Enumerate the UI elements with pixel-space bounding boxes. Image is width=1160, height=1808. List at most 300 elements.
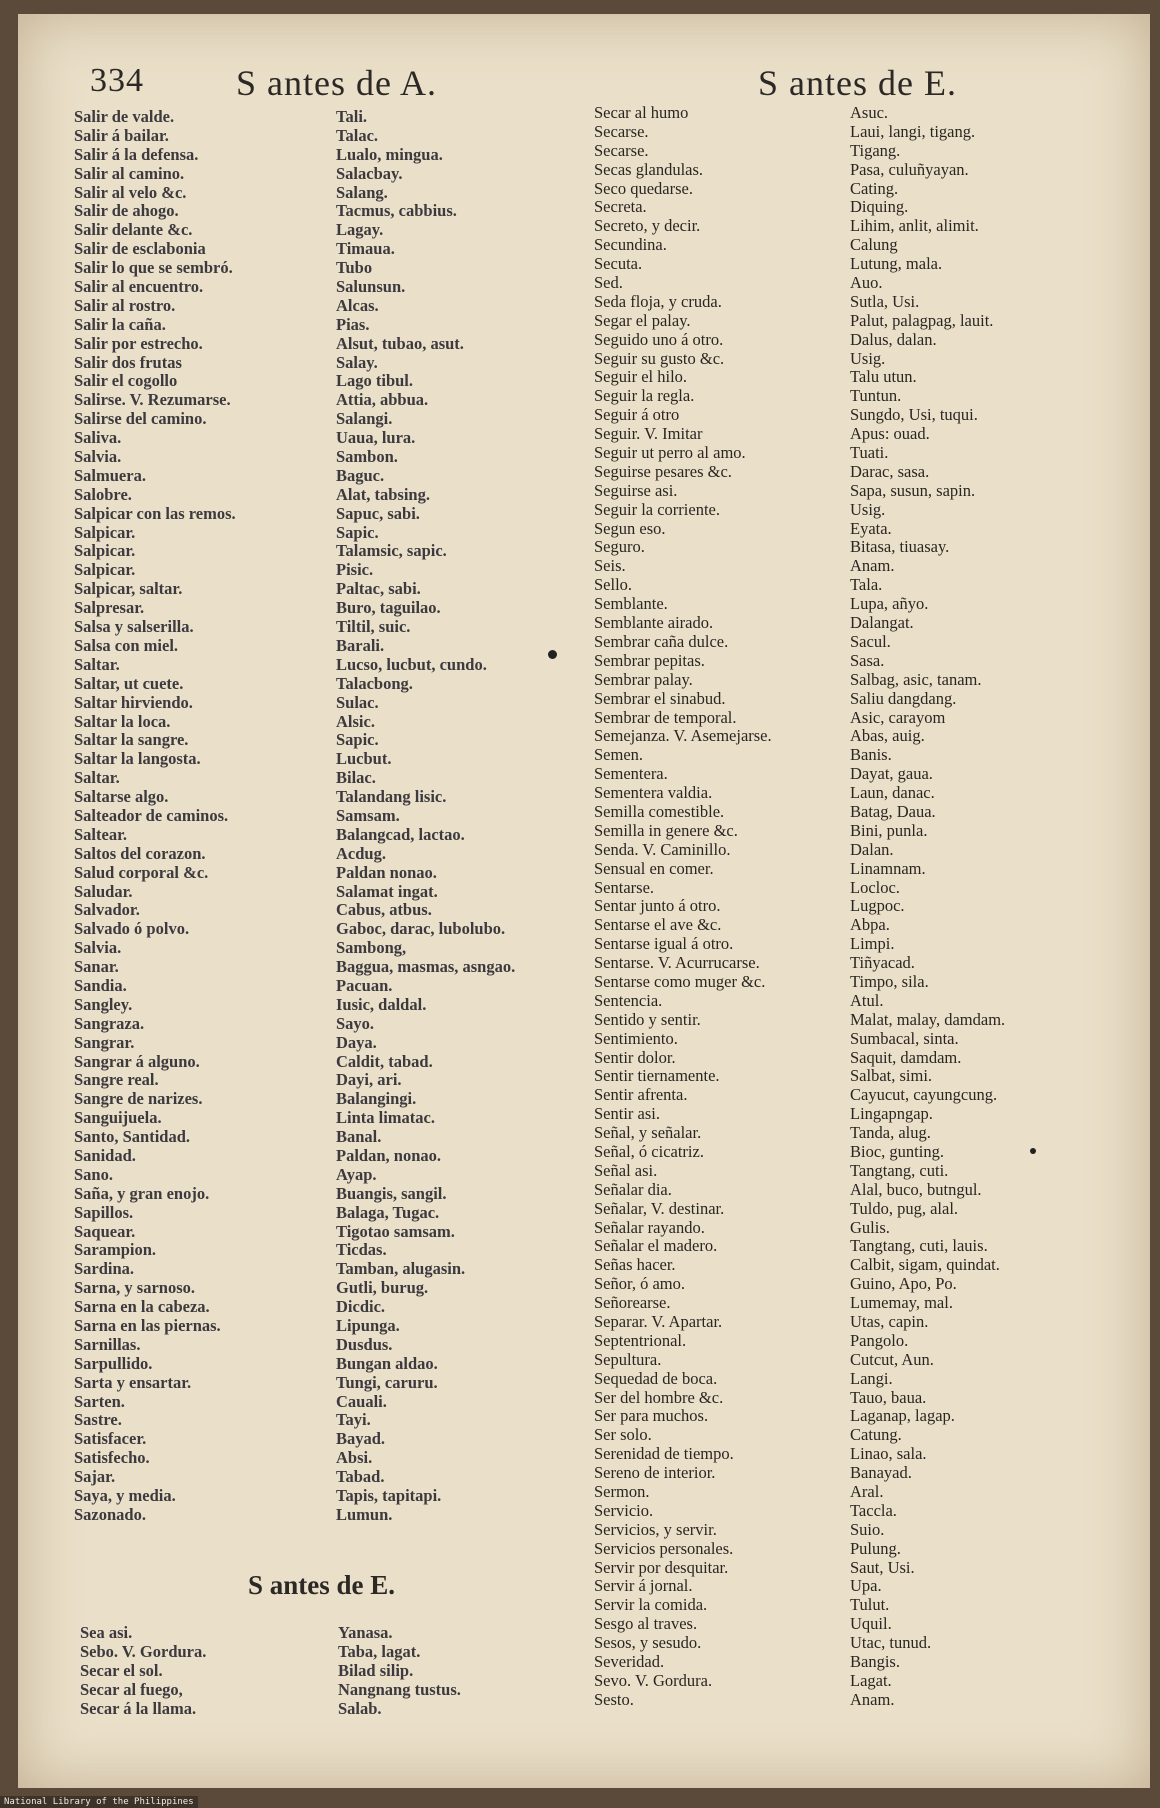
dictionary-entry: Abas, auig.: [850, 727, 925, 746]
right-running-title: S antes de E.: [758, 63, 957, 103]
dictionary-entry: Sapa, susun, sapin.: [850, 481, 976, 500]
dictionary-entry: Asuc.: [850, 104, 889, 122]
dictionary-entry: Tapis, tapitapi.: [336, 1487, 442, 1506]
dictionary-entry: Atul.: [850, 991, 884, 1010]
dictionary-entry: Sangrar.: [74, 1033, 135, 1052]
dictionary-entry: Tamban, alugasin.: [336, 1260, 466, 1279]
dictionary-entry: Lutung, mala.: [850, 255, 943, 274]
dictionary-entry: Bini, punla.: [850, 821, 928, 840]
dictionary-entry: Salvado ó polvo.: [74, 920, 190, 939]
dictionary-entry: Sequedad de boca.: [594, 1369, 718, 1388]
dictionary-entry: Limpi.: [850, 935, 895, 954]
dictionary-entry: Secarse.: [594, 141, 649, 160]
dictionary-entry: Semblante.: [594, 595, 668, 614]
dictionary-entry: Saltar.: [74, 655, 120, 674]
dictionary-entry: Sensual en comer.: [594, 859, 714, 878]
dictionary-entry: Anam.: [850, 1690, 895, 1709]
dictionary-entry: Sarta y ensartar.: [74, 1373, 192, 1392]
dictionary-entry: Aral.: [850, 1483, 884, 1502]
dictionary-entry: Sentir tiernamente.: [594, 1067, 720, 1086]
dictionary-entry: Salbat, simi.: [850, 1067, 933, 1086]
dictionary-entry: Laui, langi, tigang.: [850, 122, 976, 141]
dictionary-entry: Uquil.: [850, 1615, 892, 1634]
dictionary-entry: Upa.: [850, 1577, 882, 1596]
dictionary-entry: Bioc, gunting.: [850, 1142, 944, 1161]
dictionary-entry: Langi.: [850, 1369, 893, 1388]
spanish-column-3: [80, 1624, 310, 1718]
dictionary-entry: Ayap.: [336, 1165, 377, 1184]
dictionary-entry: Saltar la loca.: [74, 712, 171, 731]
dictionary-entry: Catung.: [850, 1426, 902, 1445]
dictionary-entry: Tuldo, pug, alal.: [850, 1199, 959, 1218]
dictionary-entry: Cutcut, Aun.: [850, 1350, 934, 1369]
dictionary-entry: Sentimiento.: [594, 1029, 678, 1048]
dictionary-entry: Pulung.: [850, 1539, 901, 1558]
dictionary-entry: Secar al fuego,: [80, 1680, 183, 1699]
dictionary-entry: Tigang.: [850, 141, 901, 160]
dictionary-entry: Suio.: [850, 1520, 885, 1539]
dictionary-entry: Ser del hombre &c.: [594, 1388, 724, 1407]
dictionary-entry: Sembrar pepitas.: [594, 651, 705, 670]
dictionary-entry: Sacul.: [850, 632, 891, 651]
dictionary-entry: Salir delante &c.: [74, 221, 193, 240]
dictionary-entry: Bitasa, tiuasay.: [850, 538, 950, 557]
dictionary-entry: Señor, ó amo.: [594, 1275, 685, 1294]
dictionary-entry: Semilla comestible.: [594, 802, 725, 821]
dictionary-entry: Sastre.: [74, 1411, 122, 1430]
dictionary-entry: Lingapngap.: [850, 1105, 933, 1124]
dictionary-entry: Sano.: [74, 1165, 113, 1184]
library-footer: National Library of the Philippines: [0, 1796, 198, 1808]
dictionary-entry: Balangingi.: [336, 1090, 417, 1109]
dictionary-entry: Tangtang, cuti, lauis.: [850, 1237, 988, 1256]
dictionary-entry: Salvador.: [74, 901, 140, 920]
dictionary-entry: Saltear.: [74, 825, 128, 844]
dictionary-entry: Seguir el hilo.: [594, 368, 688, 387]
dictionary-entry: Sarna en la cabeza.: [74, 1298, 210, 1317]
dictionary-entry: Ticdas.: [336, 1241, 387, 1260]
dictionary-entry: Sayo.: [336, 1014, 375, 1033]
dictionary-entry: Secundina.: [594, 236, 667, 255]
dictionary-entry: Sentido y sentir.: [594, 1010, 701, 1029]
dictionary-entry: Seis.: [594, 557, 626, 576]
ilocano-column-1: [336, 108, 598, 1525]
dictionary-entry: Seda floja, y cruda.: [594, 292, 722, 311]
dictionary-entry: Salpicar con las remos.: [74, 504, 236, 523]
dictionary-entry: Sentarse el ave &c.: [594, 916, 722, 935]
dictionary-entry: Saltar la sangre.: [74, 731, 189, 750]
dictionary-entry: Secuta.: [594, 255, 643, 274]
dictionary-entry: Lumun.: [336, 1505, 393, 1524]
dictionary-entry: Sajar.: [74, 1468, 116, 1487]
dictionary-entry: Banal.: [336, 1128, 382, 1147]
dictionary-entry: Tiltil, suic.: [336, 618, 411, 637]
dictionary-entry: Lipunga.: [336, 1317, 400, 1335]
dictionary-entry: Salsa y salserilla.: [74, 618, 194, 637]
dictionary-entry: Sesgo al traves.: [594, 1615, 698, 1634]
dictionary-entry: Salamat ingat.: [336, 882, 438, 901]
dictionary-entry: Alal, buco, butngul.: [850, 1180, 982, 1199]
dictionary-entry: Locloc.: [850, 878, 900, 897]
dictionary-entry: Tulut.: [850, 1596, 890, 1615]
dictionary-entry: Sapillos.: [74, 1203, 134, 1222]
dictionary-entry: Sangraza.: [74, 1014, 145, 1033]
dictionary-entry: Secarse.: [594, 122, 649, 141]
dictionary-entry: Sentarse. V. Acurrucarse.: [594, 954, 760, 973]
dictionary-entry: Señalar dia.: [594, 1180, 672, 1199]
dictionary-entry: Pasa, culuñyayan.: [850, 160, 969, 179]
dictionary-entry: Iusic, daldal.: [336, 995, 427, 1014]
dictionary-entry: Seguido uno á otro.: [594, 330, 724, 349]
dictionary-entry: Salvia.: [74, 448, 122, 467]
dictionary-entry: Salmuera.: [74, 466, 146, 485]
dictionary-entry: Absi.: [336, 1449, 373, 1468]
dictionary-entry: Sanar.: [74, 958, 119, 977]
dictionary-entry: Pangolo.: [850, 1331, 909, 1350]
dictionary-entry: Bangis.: [850, 1653, 900, 1672]
dictionary-entry: Salud corporal &c.: [74, 863, 209, 882]
dictionary-entry: Satisfecho.: [74, 1449, 150, 1468]
dictionary-entry: Batag, Daua.: [850, 802, 936, 821]
dictionary-entry: Linta limatac.: [336, 1109, 435, 1128]
dictionary-entry: Yanasa.: [338, 1624, 393, 1642]
dictionary-entry: Salpicar.: [74, 523, 136, 542]
dictionary-entry: Sarten.: [74, 1392, 125, 1411]
dictionary-entry: Sebo. V. Gordura.: [80, 1642, 207, 1661]
dictionary-entry: Buro, taguilao.: [336, 599, 441, 618]
dictionary-entry: Nangnang tustus.: [338, 1680, 461, 1699]
dictionary-entry: Balaga, Tugac.: [336, 1203, 440, 1222]
dictionary-entry: Paltac, sabi.: [336, 580, 421, 599]
dictionary-entry: Salir al velo &c.: [74, 183, 187, 202]
dictionary-entry: Salang.: [336, 183, 388, 202]
dictionary-entry: Tangtang, cuti.: [850, 1161, 949, 1180]
dictionary-entry: Taccla.: [850, 1501, 897, 1520]
dictionary-entry: Salir al encuentro.: [74, 278, 204, 297]
dictionary-entry: Salir el cogollo: [74, 372, 178, 391]
dictionary-entry: Samsam.: [336, 806, 400, 825]
dictionary-entry: Auo.: [850, 274, 883, 293]
dictionary-entry: Sasa.: [850, 651, 885, 670]
dictionary-entry: Sangre de narizes.: [74, 1090, 203, 1109]
dictionary-entry: Bayad.: [336, 1430, 386, 1449]
dictionary-entry: Septentrional.: [594, 1331, 687, 1350]
spanish-column-2: [594, 104, 854, 1710]
dictionary-entry: Tiñyacad.: [850, 954, 915, 973]
dictionary-entry: Sungdo, Usi, tuqui.: [850, 406, 978, 425]
dictionary-entry: Saut, Usi.: [850, 1558, 915, 1577]
dictionary-entry: Daya.: [336, 1033, 377, 1052]
dictionary-entry: Señorearse.: [594, 1294, 671, 1313]
dictionary-entry: Satisfacer.: [74, 1430, 147, 1449]
dictionary-entry: Saña, y gran enojo.: [74, 1184, 210, 1203]
dictionary-entry: Dalangat.: [850, 614, 914, 633]
dictionary-entry: Talacbong.: [336, 674, 413, 693]
dictionary-entry: Abpa.: [850, 916, 890, 935]
dictionary-entry: Pias.: [336, 315, 370, 334]
dictionary-entry: Salsa con miel.: [74, 636, 179, 655]
dictionary-entry: Salpicar.: [74, 542, 136, 561]
dictionary-entry: Sarpullido.: [74, 1354, 153, 1373]
dictionary-entry: Saliu dangdang.: [850, 689, 957, 708]
dictionary-entry: Seguirse asi.: [594, 481, 678, 500]
dictionary-entry: Eyata.: [850, 519, 892, 538]
dictionary-entry: Sello.: [594, 576, 633, 595]
dictionary-entry: Sambon.: [336, 448, 398, 467]
dictionary-entry: Bilad silip.: [338, 1661, 414, 1680]
dictionary-entry: Baggua, masmas, asngao.: [336, 958, 516, 977]
dictionary-entry: Paldan nonao.: [336, 863, 437, 882]
dictionary-entry: Severidad.: [594, 1653, 665, 1672]
dictionary-entry: Salir de valde.: [74, 108, 175, 126]
dictionary-entry: Salir de esclabonia: [74, 240, 206, 259]
dictionary-entry: Señalar el madero.: [594, 1237, 718, 1256]
dictionary-entry: Saquear.: [74, 1222, 136, 1241]
dictionary-entry: Seguirse pesares &c.: [594, 462, 732, 481]
dictionary-entry: Salvia.: [74, 939, 122, 958]
dictionary-entry: Tigotao samsam.: [336, 1222, 455, 1241]
dictionary-entry: Talac.: [336, 126, 379, 145]
dictionary-entry: Salir de ahogo.: [74, 202, 179, 221]
dictionary-entry: Servir la comida.: [594, 1596, 708, 1615]
dictionary-entry: Sembrar palay.: [594, 670, 693, 689]
dictionary-entry: Banis.: [850, 746, 892, 765]
dictionary-entry: Gutli, burug.: [336, 1279, 429, 1298]
dictionary-entry: Cabus, atbus.: [336, 901, 432, 920]
dictionary-entry: Lago tibul.: [336, 372, 414, 391]
dictionary-entry: Salbag, asic, tanam.: [850, 670, 982, 689]
dictionary-entry: Sarna en las piernas.: [74, 1317, 221, 1335]
dictionary-entry: Sentir afrenta.: [594, 1086, 688, 1105]
dictionary-entry: Sardina.: [74, 1260, 135, 1279]
dictionary-entry: Pacuan.: [336, 976, 393, 995]
dictionary-entry: Servicios personales.: [594, 1539, 734, 1558]
dictionary-entry: Sentarse igual á otro.: [594, 935, 734, 954]
dictionary-entry: Alsut, tubao, asut.: [336, 334, 464, 353]
dictionary-entry: Alat, tabsing.: [336, 485, 430, 504]
dictionary-entry: Sentarse como muger &c.: [594, 972, 766, 991]
dictionary-entry: Salteador de caminos.: [74, 806, 229, 825]
dictionary-entry: Saltos del corazon.: [74, 844, 206, 863]
dictionary-entry: Secar á la llama.: [80, 1699, 197, 1718]
dictionary-entry: Salay.: [336, 353, 378, 372]
dictionary-entry: Segun eso.: [594, 519, 666, 538]
dictionary-entry: Tubo: [336, 259, 373, 278]
dictionary-page: [18, 14, 1150, 1788]
dictionary-entry: Sazonado.: [74, 1505, 146, 1524]
dictionary-entry: Sanidad.: [74, 1146, 136, 1165]
dictionary-entry: Sembrar el sinabud.: [594, 689, 726, 708]
dictionary-entry: Tali.: [336, 108, 368, 126]
dictionary-entry: Semilla in genere &c.: [594, 821, 738, 840]
dictionary-entry: Usig.: [850, 500, 886, 519]
dictionary-entry: Talamsic, sapic.: [336, 542, 447, 561]
dictionary-entry: Seguir la regla.: [594, 387, 695, 406]
dictionary-entry: Secreto, y decir.: [594, 217, 701, 236]
dictionary-entry: Seguir á otro: [594, 406, 680, 425]
dictionary-entry: Salab.: [338, 1699, 382, 1718]
dictionary-entry: Sentarse.: [594, 878, 655, 897]
dictionary-entry: Barali.: [336, 636, 385, 655]
dictionary-entry: Paldan, nonao.: [336, 1146, 441, 1165]
dictionary-entry: Saltar.: [74, 769, 120, 788]
dictionary-entry: Usig.: [850, 349, 886, 368]
dictionary-entry: Salangi.: [336, 410, 393, 429]
dictionary-entry: Salir á bailar.: [74, 126, 169, 145]
dictionary-entry: Sambong,: [336, 939, 407, 958]
dictionary-entry: Secas glandulas.: [594, 160, 704, 179]
dictionary-entry: Lucbut.: [336, 750, 392, 769]
dictionary-entry: Salobre.: [74, 485, 132, 504]
dictionary-entry: Laun, danac.: [850, 784, 935, 803]
dictionary-entry: Salacbay.: [336, 164, 403, 183]
dictionary-entry: Saludar.: [74, 882, 133, 901]
dictionary-entry: Saya, y media.: [74, 1487, 176, 1506]
dictionary-entry: Utas, capin.: [850, 1313, 929, 1331]
dictionary-entry: Separar. V. Apartar.: [594, 1313, 723, 1331]
dictionary-entry: Señas hacer.: [594, 1256, 676, 1275]
ilocano-column-3: [338, 1624, 568, 1718]
dictionary-entry: Salpicar, saltar.: [74, 580, 183, 599]
dictionary-entry: Salir al camino.: [74, 164, 185, 183]
dictionary-entry: Señalar rayando.: [594, 1218, 705, 1237]
dictionary-entry: Sapuc, sabi.: [336, 504, 420, 523]
dictionary-entry: Salir á la defensa.: [74, 145, 199, 164]
dictionary-entry: Saltarse algo.: [74, 788, 169, 807]
dictionary-entry: Santo, Santidad.: [74, 1128, 191, 1147]
dictionary-entry: Dayat, gaua.: [850, 765, 933, 784]
dictionary-entry: Sarampion.: [74, 1241, 157, 1260]
dictionary-entry: Salir lo que se sembró.: [74, 259, 233, 278]
dictionary-entry: Cayucut, cayungcung.: [850, 1086, 998, 1105]
ink-blot: [1030, 1148, 1036, 1154]
dictionary-entry: Sevo. V. Gordura.: [594, 1671, 713, 1690]
dictionary-entry: Linao, sala.: [850, 1445, 927, 1464]
dictionary-entry: Salir la caña.: [74, 315, 166, 334]
dictionary-entry: Pisic.: [336, 561, 374, 580]
dictionary-entry: Seguir su gusto &c.: [594, 349, 725, 368]
dictionary-entry: Lagay.: [336, 221, 384, 240]
dictionary-entry: Saquit, damdam.: [850, 1048, 962, 1067]
dictionary-entry: Tayi.: [336, 1411, 371, 1430]
dictionary-entry: Sangre real.: [74, 1071, 159, 1090]
dictionary-entry: Senda. V. Caminillo.: [594, 840, 731, 859]
dictionary-entry: Apus: ouad.: [850, 425, 930, 444]
dictionary-entry: Sementera valdia.: [594, 784, 713, 803]
dictionary-entry: Tacmus, cabbius.: [336, 202, 457, 221]
dictionary-entry: Ser solo.: [594, 1426, 652, 1445]
dictionary-entry: Dicdic.: [336, 1298, 386, 1317]
dictionary-entry: Secreta.: [594, 198, 647, 217]
dictionary-entry: Lualo, mingua.: [336, 145, 443, 164]
dictionary-entry: Semen.: [594, 746, 644, 765]
dictionary-entry: Lumemay, mal.: [850, 1294, 953, 1313]
dictionary-entry: Sandia.: [74, 976, 127, 995]
dictionary-entry: Guino, Apo, Po.: [850, 1275, 957, 1294]
dictionary-entry: Caldit, tabad.: [336, 1052, 433, 1071]
dictionary-entry: Asic, carayom: [850, 708, 946, 727]
dictionary-entry: Laganap, lagap.: [850, 1407, 955, 1426]
dictionary-entry: Segar el palay.: [594, 311, 691, 330]
dictionary-entry: Sapic.: [336, 731, 379, 750]
dictionary-entry: Palut, palagpag, lauit.: [850, 311, 994, 330]
dictionary-entry: Salirse del camino.: [74, 410, 207, 429]
dictionary-entry: Seguro.: [594, 538, 645, 557]
dictionary-entry: Semblante airado.: [594, 614, 714, 633]
dictionary-entry: Sumbacal, sinta.: [850, 1029, 959, 1048]
dictionary-entry: Serenidad de tiempo.: [594, 1445, 734, 1464]
dictionary-entry: Sangley.: [74, 995, 133, 1014]
dictionary-entry: Salir por estrecho.: [74, 334, 203, 353]
dictionary-entry: Baguc.: [336, 466, 385, 485]
dictionary-entry: Servicios, y servir.: [594, 1520, 717, 1539]
dictionary-entry: Sed.: [594, 274, 623, 293]
dictionary-entry: Salpicar.: [74, 561, 136, 580]
dictionary-entry: Sentencia.: [594, 991, 663, 1010]
dictionary-entry: Sereno de interior.: [594, 1464, 716, 1483]
dictionary-entry: Sapic.: [336, 523, 379, 542]
dictionary-entry: Cating.: [850, 179, 899, 198]
dictionary-entry: Lihim, anlit, alimit.: [850, 217, 979, 236]
dictionary-entry: Cauali.: [336, 1392, 387, 1411]
dictionary-entry: Lugpoc.: [850, 897, 905, 916]
dictionary-entry: Señal, y señalar.: [594, 1124, 702, 1143]
dictionary-entry: Sutla, Usi.: [850, 292, 920, 311]
page-number: 334: [90, 62, 144, 99]
dictionary-entry: Señalar, V. destinar.: [594, 1199, 725, 1218]
dictionary-entry: Sembrar de temporal.: [594, 708, 737, 727]
dictionary-entry: Talandang lisic.: [336, 788, 447, 807]
dictionary-entry: Dalan.: [850, 840, 894, 859]
dictionary-entry: Semejanza. V. Asemejarse.: [594, 727, 772, 746]
dictionary-entry: Señal asi.: [594, 1161, 658, 1180]
dictionary-entry: Tanda, alug.: [850, 1124, 931, 1143]
dictionary-entry: Sementera.: [594, 765, 668, 784]
dictionary-entry: Alcas.: [336, 296, 379, 315]
dictionary-entry: Alsic.: [336, 712, 375, 731]
dictionary-entry: Sembrar caña dulce.: [594, 632, 729, 651]
dictionary-entry: Tala.: [850, 576, 883, 595]
dictionary-entry: Saliva.: [74, 429, 122, 448]
dictionary-entry: Saltar la langosta.: [74, 750, 201, 769]
dictionary-entry: Utac, tunud.: [850, 1634, 932, 1653]
dictionary-entry: Sea asi.: [80, 1624, 133, 1642]
dictionary-entry: Ser para muchos.: [594, 1407, 709, 1426]
dictionary-entry: Seguir la corriente.: [594, 500, 720, 519]
dictionary-entry: Diquing.: [850, 198, 909, 217]
dictionary-entry: Sentir asi.: [594, 1105, 660, 1124]
dictionary-entry: Señal, ó cicatriz.: [594, 1142, 704, 1161]
dictionary-entry: Seco quedarse.: [594, 179, 693, 198]
dictionary-entry: Linamnam.: [850, 859, 926, 878]
section-title: S antes de E.: [248, 1570, 396, 1600]
dictionary-entry: Talu utun.: [850, 368, 917, 387]
dictionary-entry: Lucso, lucbut, cundo.: [336, 655, 487, 674]
dictionary-entry: Buangis, sangil.: [336, 1184, 447, 1203]
dictionary-entry: Sanguijuela.: [74, 1109, 162, 1128]
dictionary-entry: Salirse. V. Rezumarse.: [74, 391, 231, 410]
left-running-title: S antes de A.: [236, 63, 437, 103]
dictionary-entry: Taba, lagat.: [338, 1642, 421, 1661]
dictionary-entry: Secar al humo: [594, 104, 689, 122]
dictionary-entry: Tungi, caruru.: [336, 1373, 438, 1392]
dictionary-entry: Dayi, ari.: [336, 1071, 402, 1090]
dictionary-entry: Sarnillas.: [74, 1335, 141, 1354]
dictionary-entry: Sentir dolor.: [594, 1048, 676, 1067]
dictionary-entry: Dalus, dalan.: [850, 330, 937, 349]
dictionary-entry: Sulac.: [336, 693, 379, 712]
dictionary-entry: Bungan aldao.: [336, 1354, 438, 1373]
